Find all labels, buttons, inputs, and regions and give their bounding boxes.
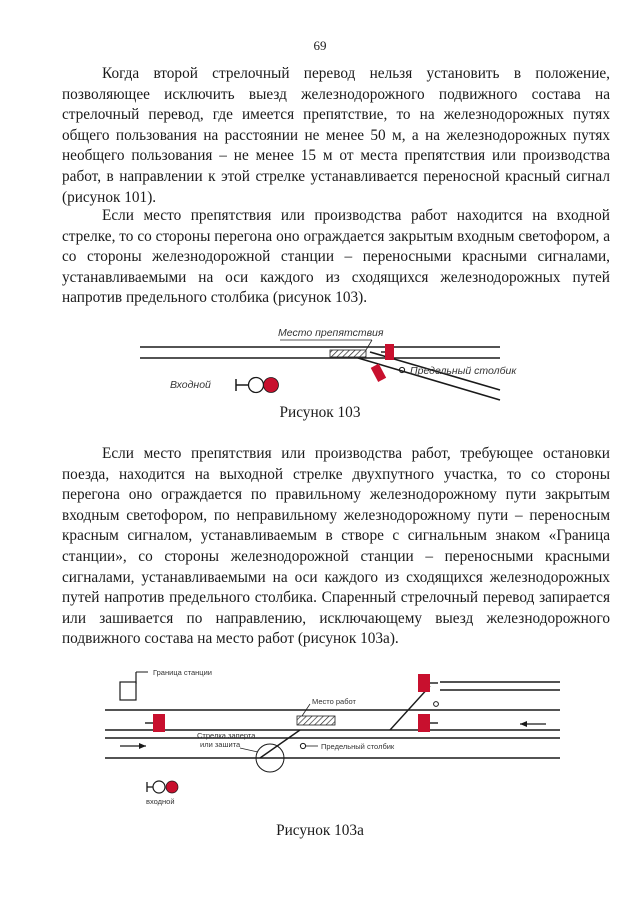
- entry-signal-white-light-103a: [153, 781, 165, 793]
- obstacle-hatch: [330, 350, 366, 357]
- entry-signal-red-light-103a: [166, 781, 178, 793]
- label-post: Предельный столбик: [410, 365, 517, 377]
- portable-signal-upper: [418, 674, 430, 692]
- station-border-sign-icon: [120, 682, 136, 700]
- paragraph-2: Если место препятствия или производства работ находится на входной стрелке, то со стороны перегона оно ограждается закрытым входным светофором, а со стороны железнодорожной станции – переносными красными сигналами, устанавливаемыми на оси каждого из сходящихся железнодорожных путей напротив предельного столбика (рисунок 103).: [62, 207, 610, 307]
- portable-signal-1: [385, 344, 394, 360]
- entry-signal-red-light: [264, 378, 279, 393]
- limit-post-icon: [300, 743, 305, 748]
- label-obstacle: Место препятствия: [278, 327, 384, 339]
- paragraph-1: Когда второй стрелочный перевод нельзя установить в положение, позволяющее исключить выезд железнодорожного подвижного состава на стрелочный перевод, где имеется препятствие, то на железнодорожных путях общего пользования на расстоянии не менее 50 м, а на железнодорожных путях необщего пользования – не менее 15 м от места препятствия или производства работ, в направлении к этой стрелке устанавливается переносной красный сигнал (рисунок 101).: [62, 65, 610, 206]
- label-post-103a: Предельный столбик: [321, 742, 395, 751]
- entry-signal-white-light: [249, 378, 264, 393]
- label-work: Место работ: [312, 697, 356, 706]
- page-number: 69: [313, 38, 327, 53]
- caption-figure-103a: Рисунок 103а: [276, 822, 364, 839]
- label-entry-103a: входной: [146, 797, 175, 806]
- limit-post-icon-upper: [434, 702, 439, 707]
- caption-figure-103: Рисунок 103: [279, 404, 361, 421]
- label-switch-2: или зашита: [200, 740, 241, 749]
- portable-signal-left: [153, 714, 165, 732]
- figure-103a-diagram: [0, 660, 640, 820]
- label-switch-1: Стрелка заперта: [197, 731, 256, 740]
- label-entry: Входной: [170, 379, 211, 391]
- figure-103a: [0, 660, 640, 820]
- portable-signal-lower: [418, 714, 430, 732]
- work-place-hatch: [297, 716, 335, 725]
- label-border: Граница станции: [153, 668, 212, 677]
- paragraph-3: Если место препятствия или производства работ, требующее остановки поезда, находится на выходной стрелке двухпутного участка, то со стороны перегона оно ограждается по правильному железнодорожному пути закрытым входным светофором, по неправильному железнодорожному пути – переносным красным сигналом, устанавливаемым в створе с сигнальным знаком «Граница станции», со стороны железнодорожной станции – переносными красными сигналами, устанавливаемыми на оси каждого из сходящихся железнодорожных путей напротив предельного столбика. Спаренный стрелочный перевод запирается или зашивается по направлению, исключающему выезд железнодорожного подвижного состава на место работ (рисунок 103а).: [62, 445, 610, 648]
